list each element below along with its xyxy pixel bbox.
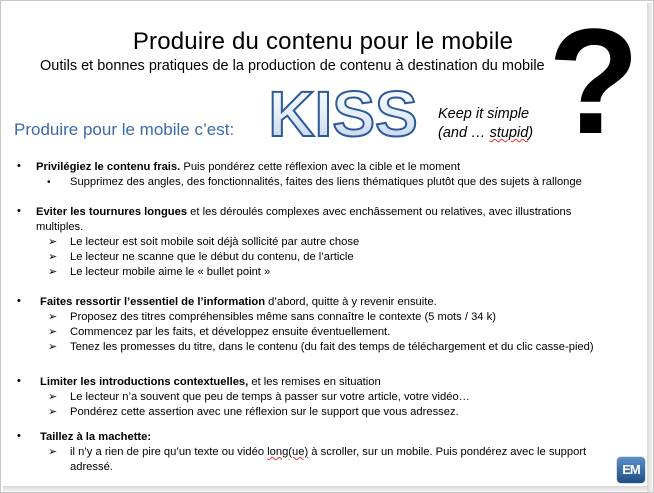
bullet-dot-icon: •: [17, 160, 21, 172]
section-heading-text: Puis pondérez cette réflexion avec la cible et le moment: [180, 161, 461, 173]
sub-item-text: Supprimez des angles, des fonctionnalités, faites des liens thématiques plutôt que des sujets à rallonge: [70, 176, 582, 188]
sub-item-text: Pondérez cette assertion avec une réflexion sur le support que vous adressez.: [70, 406, 459, 419]
sub-bullet-dot-icon: •: [47, 177, 51, 188]
bullet-dot-icon: •: [17, 205, 21, 217]
sub-bullet-arrow-icon: ➢: [48, 266, 58, 279]
section-heading-text: et les déroulés complexes avec enchâssement ou relatives, avec illustrations multiples.: [36, 206, 572, 234]
section-heading-bold: Eviter les tournures longues: [36, 206, 188, 218]
section-heading: [40, 430, 615, 445]
question-mark-icon: ?: [548, 0, 640, 165]
slide-shadow-bottom: [3, 486, 653, 492]
slide-title: Produire du contenu pour le mobile: [132, 28, 514, 55]
section-heading-bold: Taillez à la machette:: [40, 431, 152, 443]
sub-item-text: Le lecteur est soit mobile soit déjà sollicité par autre chose: [70, 236, 360, 248]
keep-line-1: Keep it simple: [438, 106, 530, 122]
sub-bullet-arrow-icon: ➢: [48, 406, 58, 419]
sub-bullet-arrow-icon: ➢: [48, 391, 58, 403]
lead-heading: Produire pour le mobile c’est:: [14, 120, 235, 139]
kiss-text: KISS: [268, 79, 418, 145]
section-heading: [40, 375, 615, 390]
section-heading: [40, 295, 615, 310]
keep-line-2: (and … stupid): [438, 125, 534, 141]
sub-item-text: Le lecteur n’a souvent que peu de temps à passer sur votre article, votre vidéo…: [70, 391, 470, 403]
sub-item-text: Proposez des titres compréhensibles même sans connaître le contexte (5 mots / 34 k): [70, 311, 496, 323]
section-heading-bold: Limiter les introductions contextuelles,: [40, 376, 249, 388]
section-heading-bold: Faites ressortir l’essentiel de l’information: [40, 296, 266, 308]
sub-bullet-arrow-icon: ➢: [48, 236, 58, 248]
slide-subtitle: Outils et bonnes pratiques de la production de contenu à destination du mobile: [40, 58, 545, 74]
sub-item-text: Tenez les promesses du titre, dans le contenu (du fait des temps de téléchargement et du clic casse-pied): [70, 341, 594, 354]
sub-item-text: il n’y a rien de pire qu’un texte ou vidéo long(ue) à scroller, sur un mobile. Puis pondérez avec le support adressé.: [70, 446, 587, 474]
em-logo: EM: [617, 457, 645, 483]
bullet-dot-icon: •: [17, 375, 21, 387]
section-heading-bold: Privilégiez le contenu frais.: [36, 161, 181, 173]
bullet-dot-icon: •: [17, 430, 21, 442]
slide-shadow-right: [647, 3, 653, 492]
bullet-dot-icon: •: [17, 295, 21, 307]
sub-bullet-arrow-icon: ➢: [48, 311, 58, 323]
sub-bullet-arrow-icon: ➢: [48, 326, 58, 339]
sub-item-text: Le lecteur mobile aime le « bullet point »: [70, 266, 271, 279]
sub-item-text: Le lecteur ne scanne que le début du contenu, de l’article: [70, 251, 354, 264]
section-heading-text: d’abord, quitte à y revenir ensuite.: [265, 296, 437, 308]
keep-it-simple: [438, 105, 533, 143]
sub-bullet-arrow-icon: ➢: [48, 341, 58, 354]
section-heading: [36, 205, 611, 235]
sub-bullet-arrow-icon: ➢: [48, 251, 58, 264]
section-heading: [36, 160, 611, 175]
sub-item-text: Commencez par les faits, et développez ensuite éventuellement.: [70, 326, 391, 339]
kiss-wordart: [258, 79, 428, 145]
section-heading-text: et les remises en situation: [248, 376, 381, 388]
sub-bullet-arrow-icon: ➢: [48, 446, 58, 458]
